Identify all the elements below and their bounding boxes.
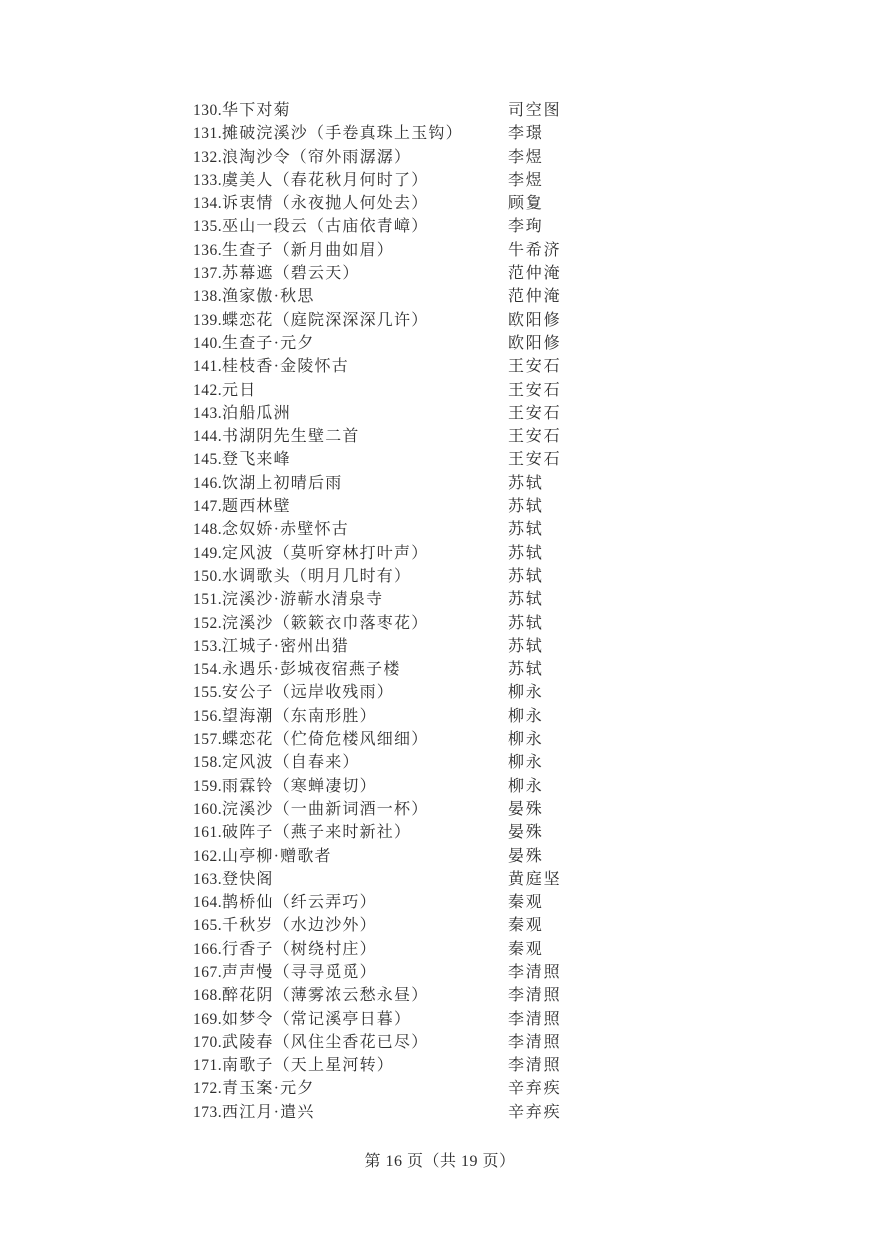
item-title: 声声慢（寻寻觅觅） (222, 963, 377, 981)
item-number: 167. (193, 963, 223, 981)
item-number: 146. (193, 474, 223, 492)
list-item (193, 612, 880, 635)
list-item (193, 588, 880, 611)
item-author: 晏殊 (508, 824, 544, 842)
item-title: 蝶恋花（庭院深深深几许） (222, 311, 429, 329)
item-title: 诉衷情（永夜抛人何处去） (222, 195, 429, 213)
item-title: 虞美人（春花秋月何时了） (222, 171, 429, 189)
item-author: 苏轼 (508, 614, 544, 632)
list-item (193, 122, 880, 145)
item-author: 范仲淹 (508, 288, 562, 306)
item-author: 苏轼 (508, 591, 544, 609)
item-author: 苏轼 (508, 567, 544, 585)
poem-list (193, 99, 880, 1124)
item-title: 饮湖上初晴后雨 (222, 474, 343, 492)
list-item (193, 379, 880, 402)
item-title: 泊船瓜洲 (222, 404, 291, 422)
item-author: 柳永 (508, 777, 544, 795)
item-title: 江城子·密州出猎 (222, 637, 349, 655)
item-title: 生查子（新月曲如眉） (222, 241, 395, 259)
item-title: 浣溪沙（簌簌衣巾落枣花） (222, 614, 429, 632)
item-number: 173. (193, 1103, 223, 1121)
item-title: 鹊桥仙（纤云弄巧） (222, 894, 377, 912)
item-number: 134. (193, 195, 223, 213)
item-title: 山亭柳·赠歌者 (222, 847, 332, 865)
list-item (193, 705, 880, 728)
item-author: 欧阳修 (508, 334, 562, 352)
item-number: 148. (193, 521, 223, 539)
list-item (193, 355, 880, 378)
item-author: 晏殊 (508, 800, 544, 818)
item-number: 139. (193, 311, 223, 329)
item-author: 苏轼 (508, 521, 544, 539)
list-item (193, 402, 880, 425)
item-author: 王安石 (508, 358, 562, 376)
list-item (193, 425, 880, 448)
item-author: 苏轼 (508, 544, 544, 562)
item-number: 145. (193, 451, 223, 469)
item-title: 行香子（树绕村庄） (222, 940, 377, 958)
item-title: 桂枝香·金陵怀古 (222, 358, 349, 376)
item-number: 158. (193, 754, 223, 772)
item-number: 150. (193, 567, 223, 585)
list-item (193, 681, 880, 704)
item-title: 南歌子（天上星河转） (222, 1057, 395, 1075)
item-number: 149. (193, 544, 223, 562)
list-item (193, 775, 880, 798)
list-item (193, 938, 880, 961)
item-title: 蝶恋花（伫倚危楼风细细） (222, 731, 429, 749)
item-number: 168. (193, 987, 223, 1005)
list-item (193, 658, 880, 681)
item-author: 柳永 (508, 707, 544, 725)
item-author: 柳永 (508, 731, 544, 749)
page-footer: 第 16 页（共 19 页） (364, 1153, 516, 1170)
item-title: 渔家傲·秋思 (222, 288, 315, 306)
item-title: 念奴娇·赤壁怀古 (222, 521, 349, 539)
item-author: 晏殊 (508, 847, 544, 865)
item-number: 137. (193, 265, 223, 283)
list-item (193, 518, 880, 541)
item-author: 司空图 (508, 102, 562, 119)
list-item (193, 565, 880, 588)
item-author: 黄庭坚 (508, 870, 562, 888)
item-title: 定风波（自春来） (222, 754, 360, 772)
item-title: 西江月·遣兴 (222, 1103, 315, 1121)
item-title: 登飞来峰 (222, 451, 291, 469)
item-number: 133. (193, 171, 223, 189)
item-number: 131. (193, 125, 223, 143)
item-number: 170. (193, 1033, 223, 1051)
item-author: 柳永 (508, 684, 544, 702)
list-item (193, 146, 880, 169)
list-item (193, 1054, 880, 1077)
item-author: 苏轼 (508, 498, 544, 516)
item-number: 138. (193, 288, 223, 306)
item-author: 秦观 (508, 917, 544, 935)
list-item (193, 472, 880, 495)
item-title: 醉花阴（薄雾浓云愁永昼） (222, 987, 429, 1005)
item-number: 154. (193, 661, 223, 679)
list-item (193, 1031, 880, 1054)
item-author: 范仲淹 (508, 265, 562, 283)
item-author: 李煜 (508, 171, 544, 189)
item-number: 162. (193, 847, 223, 865)
item-author: 王安石 (508, 428, 562, 446)
list-item (193, 891, 880, 914)
item-title: 浣溪沙（一曲新词酒一杯） (222, 800, 429, 818)
item-title: 生查子·元夕 (222, 334, 315, 352)
item-author: 李清照 (508, 1010, 562, 1028)
list-item (193, 635, 880, 658)
item-number: 153. (193, 637, 223, 655)
item-title: 华下对菊 (222, 102, 291, 119)
item-number: 166. (193, 940, 223, 958)
item-number: 161. (193, 824, 223, 842)
item-title: 永遇乐·彭城夜宿燕子楼 (222, 661, 401, 679)
list-item (193, 262, 880, 285)
item-author: 秦观 (508, 940, 544, 958)
item-author: 顾夐 (508, 195, 544, 213)
list-item (193, 215, 880, 238)
item-author: 秦观 (508, 894, 544, 912)
item-title: 巫山一段云（古庙依青嶂） (222, 218, 429, 236)
item-number: 136. (193, 241, 223, 259)
item-author: 李清照 (508, 987, 562, 1005)
item-title: 定风波（莫听穿林打叶声） (222, 544, 429, 562)
item-number: 151. (193, 591, 223, 609)
list-item (193, 845, 880, 868)
item-number: 169. (193, 1010, 223, 1028)
item-number: 171. (193, 1057, 223, 1075)
item-number: 157. (193, 731, 223, 749)
item-number: 142. (193, 381, 223, 399)
item-author: 李清照 (508, 1033, 562, 1051)
item-number: 165. (193, 917, 223, 935)
item-author: 李煜 (508, 148, 544, 166)
item-title: 元日 (222, 381, 257, 399)
list-item (193, 239, 880, 262)
item-number: 143. (193, 404, 223, 422)
item-title: 苏幕遮（碧云天） (222, 265, 360, 283)
list-item (193, 751, 880, 774)
item-title: 千秋岁（水边沙外） (222, 917, 377, 935)
item-author: 王安石 (508, 404, 562, 422)
list-item (193, 1008, 880, 1031)
list-item (193, 448, 880, 471)
item-author: 王安石 (508, 451, 562, 469)
list-item (193, 868, 880, 891)
item-title: 破阵子（燕子来时新社） (222, 824, 412, 842)
item-author: 李璟 (508, 125, 544, 143)
item-number: 172. (193, 1080, 223, 1098)
item-title: 安公子（远岸收残雨） (222, 684, 395, 702)
item-number: 132. (193, 148, 223, 166)
item-author: 欧阳修 (508, 311, 562, 329)
list-item (193, 309, 880, 332)
list-item (193, 99, 880, 122)
item-number: 135. (193, 218, 223, 236)
item-author: 李清照 (508, 963, 562, 981)
item-title: 望海潮（东南形胜） (222, 707, 377, 725)
item-title: 登快阁 (222, 870, 274, 888)
list-item (193, 961, 880, 984)
item-number: 144. (193, 428, 223, 446)
item-number: 159. (193, 777, 223, 795)
item-title: 雨霖铃（寒蝉凄切） (222, 777, 377, 795)
item-author: 辛弃疾 (508, 1080, 562, 1098)
item-number: 164. (193, 894, 223, 912)
list-item (193, 821, 880, 844)
item-author: 王安石 (508, 381, 562, 399)
item-number: 156. (193, 707, 223, 725)
item-title: 武陵春（风住尘香花已尽） (222, 1033, 429, 1051)
item-author: 辛弃疾 (508, 1103, 562, 1121)
list-item (193, 798, 880, 821)
item-title: 浣溪沙·游蕲水清泉寺 (222, 591, 384, 609)
list-item (193, 984, 880, 1007)
list-item (193, 542, 880, 565)
list-item (193, 332, 880, 355)
list-item (193, 192, 880, 215)
item-number: 141. (193, 358, 223, 376)
item-number: 140. (193, 334, 223, 352)
list-item (193, 1077, 880, 1100)
item-title: 如梦令（常记溪亭日暮） (222, 1010, 412, 1028)
list-item (193, 169, 880, 192)
item-number: 130. (193, 102, 223, 119)
list-item (193, 728, 880, 751)
item-number: 160. (193, 800, 223, 818)
item-author: 苏轼 (508, 474, 544, 492)
item-author: 苏轼 (508, 637, 544, 655)
item-author: 李珣 (508, 218, 544, 236)
item-number: 155. (193, 684, 223, 702)
item-title: 青玉案·元夕 (222, 1080, 315, 1098)
item-title: 题西林壁 (222, 498, 291, 516)
item-author: 李清照 (508, 1057, 562, 1075)
list-item (193, 1101, 880, 1124)
item-title: 书湖阴先生壁二首 (222, 428, 360, 446)
item-title: 水调歌头（明月几时有） (222, 567, 412, 585)
list-item (193, 914, 880, 937)
list-item (193, 495, 880, 518)
item-number: 152. (193, 614, 223, 632)
item-title: 浪淘沙令（帘外雨潺潺） (222, 148, 412, 166)
list-item (193, 285, 880, 308)
item-number: 147. (193, 498, 223, 516)
item-author: 苏轼 (508, 661, 544, 679)
item-title: 摊破浣溪沙（手卷真珠上玉钩） (222, 125, 463, 143)
item-author: 柳永 (508, 754, 544, 772)
item-number: 163. (193, 870, 223, 888)
item-author: 牛希济 (508, 241, 562, 259)
